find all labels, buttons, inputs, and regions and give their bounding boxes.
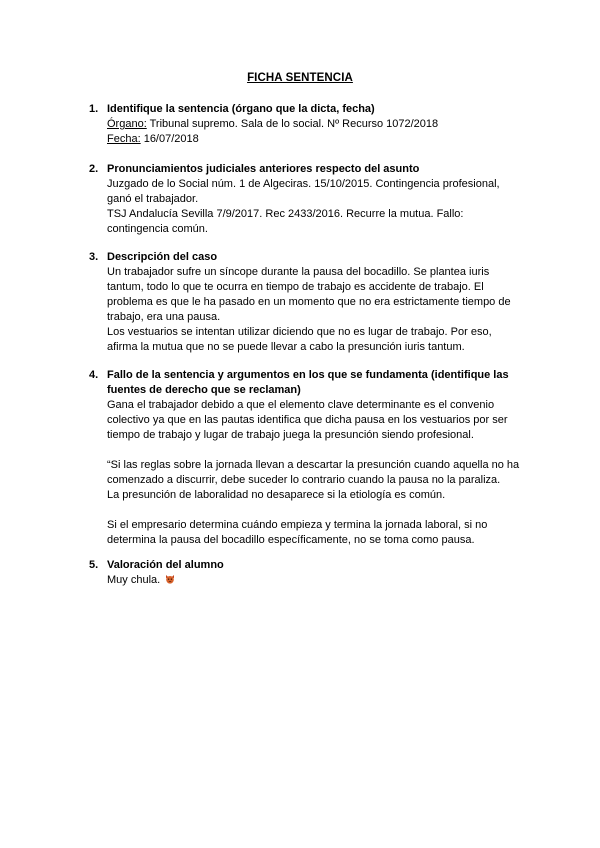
section-3 <box>89 250 529 355</box>
paragraph-gap <box>107 503 529 518</box>
section-number: 5. <box>89 559 99 571</box>
assessment-text: Muy chula. <box>107 574 161 586</box>
text-line: contingencia común. <box>107 223 208 235</box>
fecha-value: 16/07/2018 <box>140 133 199 145</box>
section-number: 3. <box>89 251 99 263</box>
section-number: 1. <box>89 103 99 115</box>
text-line: ganó el trabajador. <box>107 193 199 205</box>
section-heading: Descripción del caso <box>107 251 218 263</box>
section-number: 2. <box>89 163 99 175</box>
text-line: problema es que le ha pasado en un momento que no era estrictamente tiempo de <box>107 296 511 308</box>
text-line: tantum, todo lo que te ocurra en tiempo de trabajo es accidente de trabajo. El <box>107 281 484 293</box>
quote-line: La presunción de laboralidad no desaparece si la etiología es común. <box>107 489 446 501</box>
organo-label: Órgano: <box>107 118 147 130</box>
paragraph-gap <box>107 443 529 458</box>
organo-value: Tribunal supremo. Sala de lo social. Nº Recurso 1072/2018 <box>146 118 439 130</box>
text-line: determina la pausa del bocadillo específicamente, no se toma como pausa. <box>107 534 475 546</box>
fecha-line <box>107 132 529 147</box>
text-line: afirma la mutua que no se puede llevar a cabo la presunción iuris tantum. <box>107 341 465 353</box>
fecha-label: Fecha: <box>107 133 141 145</box>
section-heading: Fallo de la sentencia y argumentos en los que se fundamenta (identifique las <box>107 369 509 381</box>
cat-emoji-icon <box>165 574 175 584</box>
text-line: Gana el trabajador debido a que el elemento clave determinante es el convenio <box>107 399 495 411</box>
text-line: Los vestuarios se intentan utilizar diciendo que no es lugar de trabajo. Por eso, <box>107 326 492 338</box>
text-line: trabajo, era una pausa. <box>107 311 221 323</box>
quote-line: comenzado a discurrir, debe suceder lo contrario cuando la pausa no la paraliza. <box>107 474 501 486</box>
text-line: TSJ Andalucía Sevilla 7/9/2017. Rec 2433/2016. Recurre la mutua. Fallo: <box>107 208 464 220</box>
section-heading-cont: fuentes de derecho que se reclaman) <box>107 384 301 396</box>
section-5 <box>89 558 529 588</box>
text-line: Un trabajador sufre un síncope durante la pausa del bocadillo. Se plantea iuris <box>107 266 490 278</box>
section-number: 4. <box>89 369 99 381</box>
section-1 <box>89 102 529 147</box>
assessment-line <box>107 573 529 588</box>
text-line: Si el empresario determina cuándo empieza y termina la jornada laboral, si no <box>107 519 488 531</box>
section-2 <box>89 162 529 237</box>
section-4 <box>89 368 529 548</box>
text-line: Juzgado de lo Social núm. 1 de Algeciras. 15/10/2015. Contingencia profesional, <box>107 178 500 190</box>
text-line: colectivo ya que en las pautas identifica que dicha pausa en los vestuarios por ser <box>107 414 508 426</box>
section-heading: Pronunciamientos judiciales anteriores respecto del asunto <box>107 163 420 175</box>
text-line: tiempo de trabajo y lugar de trabajo juega la presunción siendo profesional. <box>107 429 474 441</box>
quote-line: “Si las reglas sobre la jornada llevan a descartar la presunción cuando aquella no ha <box>107 459 520 471</box>
organo-line <box>107 117 529 132</box>
document-title: FICHA SENTENCIA <box>247 72 353 84</box>
section-heading: Valoración del alumno <box>107 559 224 571</box>
section-heading: Identifique la sentencia (órgano que la dicta, fecha) <box>107 103 375 115</box>
